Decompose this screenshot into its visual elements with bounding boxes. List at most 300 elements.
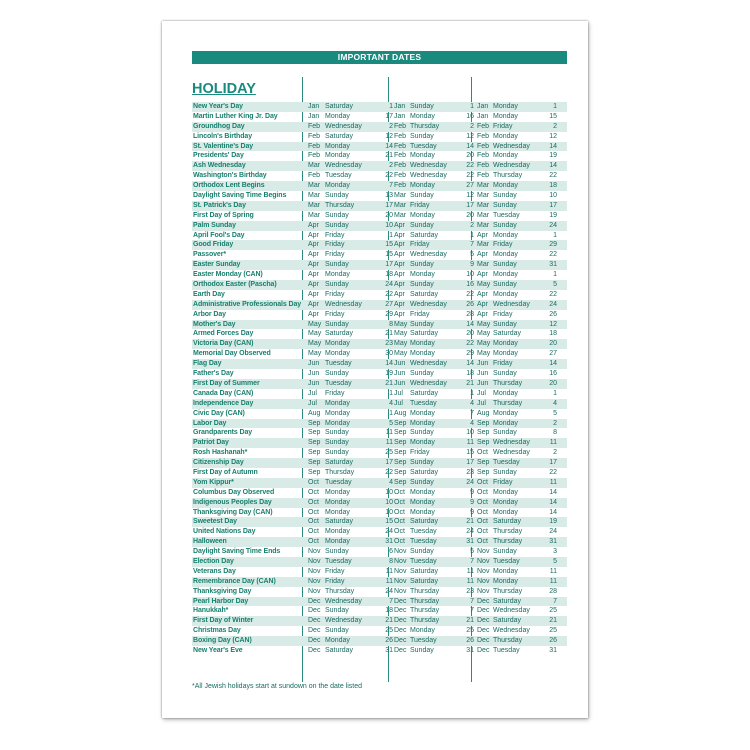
holiday-weekday: Sunday bbox=[325, 261, 349, 269]
holiday-date: 2 bbox=[553, 122, 557, 130]
holiday-month: Oct bbox=[477, 449, 488, 457]
holiday-month: Apr bbox=[308, 300, 319, 308]
holiday-row bbox=[192, 310, 567, 320]
holiday-month: Apr bbox=[394, 261, 405, 269]
holiday-weekday: Sunday bbox=[410, 370, 434, 378]
holiday-month: Nov bbox=[308, 567, 321, 575]
holiday-weekday: Monday bbox=[493, 340, 518, 348]
holiday-date: 17 bbox=[385, 459, 393, 467]
holiday-weekday: Tuesday bbox=[410, 399, 437, 407]
holiday-month: Mar bbox=[394, 201, 407, 209]
holiday-weekday: Thursday bbox=[410, 607, 440, 615]
holiday-name: Easter Sunday bbox=[193, 261, 241, 269]
holiday-weekday: Monday bbox=[493, 567, 518, 575]
holiday-month: Feb bbox=[394, 162, 407, 170]
holiday-date: 24 bbox=[466, 528, 474, 536]
holiday-date: 8 bbox=[553, 429, 557, 437]
holiday-weekday: Sunday bbox=[410, 548, 434, 556]
holiday-weekday: Monday bbox=[493, 290, 518, 298]
holiday-month: Oct bbox=[308, 498, 319, 506]
holiday-month: Jan bbox=[477, 112, 489, 120]
holiday-month: Nov bbox=[477, 548, 490, 556]
holiday-month: May bbox=[308, 330, 322, 338]
holiday-date: 5 bbox=[553, 557, 557, 565]
holiday-row bbox=[192, 260, 567, 270]
holiday-name: Ash Wednesday bbox=[193, 162, 246, 170]
holiday-month: Jul bbox=[394, 399, 403, 407]
holiday-date: 5 bbox=[389, 419, 393, 427]
holiday-weekday: Friday bbox=[325, 310, 345, 318]
holiday-month: Feb bbox=[394, 152, 407, 160]
holiday-weekday: Friday bbox=[410, 449, 430, 457]
holiday-date: 29 bbox=[385, 310, 393, 318]
holiday-month: Feb bbox=[394, 142, 407, 150]
holiday-month: Feb bbox=[477, 162, 490, 170]
holiday-month: Apr bbox=[394, 271, 405, 279]
holiday-date: 11 bbox=[549, 478, 557, 486]
holiday-month: Oct bbox=[477, 478, 488, 486]
holiday-month: Dec bbox=[394, 627, 407, 635]
holiday-row bbox=[192, 557, 567, 567]
holiday-weekday: Saturday bbox=[325, 459, 354, 467]
holiday-date: 22 bbox=[549, 251, 557, 259]
holiday-name: Palm Sunday bbox=[193, 221, 236, 229]
holiday-row bbox=[192, 122, 567, 132]
holiday-weekday: Monday bbox=[493, 271, 518, 279]
holiday-date: 1 bbox=[553, 271, 557, 279]
holiday-weekday: Monday bbox=[493, 152, 518, 160]
holiday-weekday: Saturday bbox=[410, 577, 439, 585]
holiday-weekday: Friday bbox=[493, 310, 513, 318]
holiday-month: Nov bbox=[308, 548, 321, 556]
holiday-weekday: Thursday bbox=[325, 468, 355, 476]
holiday-month: Sep bbox=[477, 419, 490, 427]
holiday-date: 14 bbox=[385, 142, 393, 150]
holiday-name: Thanksgiving Day (CAN) bbox=[193, 508, 273, 516]
holiday-name: United Nations Day bbox=[193, 528, 256, 536]
holiday-month: Dec bbox=[308, 597, 321, 605]
holiday-month: Apr bbox=[477, 251, 488, 259]
holiday-weekday: Monday bbox=[325, 508, 350, 516]
holiday-weekday: Tuesday bbox=[325, 557, 352, 565]
holiday-weekday: Monday bbox=[325, 528, 350, 536]
holiday-weekday: Sunday bbox=[493, 548, 517, 556]
holiday-weekday: Tuesday bbox=[325, 379, 352, 387]
holiday-weekday: Monday bbox=[410, 350, 435, 358]
holiday-month: Dec bbox=[394, 617, 407, 625]
holiday-weekday: Monday bbox=[325, 271, 350, 279]
holiday-name: Hanukkah* bbox=[193, 607, 229, 615]
holiday-row bbox=[192, 221, 567, 231]
holiday-weekday: Wednesday bbox=[493, 439, 530, 447]
holiday-weekday: Monday bbox=[325, 488, 350, 496]
holiday-date: 22 bbox=[385, 468, 393, 476]
holiday-weekday: Monday bbox=[410, 419, 435, 427]
holiday-row bbox=[192, 250, 567, 260]
holiday-date: 15 bbox=[466, 449, 474, 457]
holiday-weekday: Thursday bbox=[493, 587, 523, 595]
holiday-date: 11 bbox=[385, 439, 393, 447]
holiday-weekday: Monday bbox=[410, 340, 435, 348]
holiday-row bbox=[192, 419, 567, 429]
holiday-name: Sweetest Day bbox=[193, 518, 237, 526]
holiday-date: 5 bbox=[470, 251, 474, 259]
holiday-date: 31 bbox=[549, 538, 557, 546]
holiday-name: Labor Day bbox=[193, 419, 227, 427]
holiday-month: Jun bbox=[308, 370, 320, 378]
holiday-weekday: Sunday bbox=[493, 192, 517, 200]
holiday-name: Victoria Day (CAN) bbox=[193, 340, 254, 348]
holiday-weekday: Sunday bbox=[493, 261, 517, 269]
holiday-weekday: Saturday bbox=[493, 330, 522, 338]
holiday-date: 1 bbox=[470, 389, 474, 397]
holiday-month: May bbox=[394, 350, 408, 358]
holiday-date: 10 bbox=[385, 508, 393, 516]
holiday-month: Jun bbox=[394, 360, 406, 368]
holiday-weekday: Tuesday bbox=[410, 557, 437, 565]
holiday-table bbox=[192, 102, 567, 656]
holiday-month: Oct bbox=[308, 488, 319, 496]
holiday-month: Feb bbox=[308, 122, 321, 130]
holiday-month: Nov bbox=[477, 557, 490, 565]
holiday-month: Oct bbox=[394, 518, 405, 526]
holiday-month: Apr bbox=[477, 300, 488, 308]
holiday-name: Arbor Day bbox=[193, 310, 226, 318]
holiday-month: May bbox=[477, 281, 491, 289]
holiday-month: Aug bbox=[477, 409, 490, 417]
holiday-date: 17 bbox=[466, 459, 474, 467]
holiday-weekday: Friday bbox=[325, 389, 345, 397]
holiday-row bbox=[192, 567, 567, 577]
holiday-month: Sep bbox=[477, 468, 490, 476]
holiday-date: 31 bbox=[385, 538, 393, 546]
holiday-date: 18 bbox=[385, 607, 393, 615]
holiday-date: 12 bbox=[466, 132, 474, 140]
holiday-date: 21 bbox=[466, 518, 474, 526]
holiday-month: Mar bbox=[394, 192, 407, 200]
holiday-date: 7 bbox=[470, 557, 474, 565]
holiday-date: 21 bbox=[385, 330, 393, 338]
holiday-row bbox=[192, 547, 567, 557]
holiday-date: 27 bbox=[466, 182, 474, 190]
holiday-weekday: Monday bbox=[410, 439, 435, 447]
holiday-month: Apr bbox=[308, 290, 319, 298]
holiday-date: 21 bbox=[385, 152, 393, 160]
holiday-date: 22 bbox=[385, 172, 393, 180]
important-dates-banner: IMPORTANT DATES bbox=[192, 51, 567, 64]
holiday-weekday: Sunday bbox=[325, 320, 349, 328]
holiday-month: May bbox=[308, 340, 322, 348]
holiday-month: Oct bbox=[394, 508, 405, 516]
holiday-date: 13 bbox=[385, 192, 393, 200]
holiday-date: 26 bbox=[385, 637, 393, 645]
holiday-date: 4 bbox=[389, 478, 393, 486]
holiday-weekday: Sunday bbox=[325, 449, 349, 457]
holiday-row bbox=[192, 329, 567, 339]
holiday-row bbox=[192, 211, 567, 221]
holiday-date: 22 bbox=[466, 340, 474, 348]
holiday-name: Administrative Professionals Day bbox=[193, 300, 302, 308]
holiday-date: 7 bbox=[389, 182, 393, 190]
holiday-date: 11 bbox=[466, 439, 474, 447]
holiday-month: Jun bbox=[394, 370, 406, 378]
holiday-date: 2 bbox=[553, 449, 557, 457]
holiday-name: Halloween bbox=[193, 538, 227, 546]
holiday-date: 16 bbox=[466, 281, 474, 289]
holiday-date: 11 bbox=[385, 429, 393, 437]
holiday-weekday: Sunday bbox=[410, 429, 434, 437]
holiday-weekday: Saturday bbox=[325, 518, 354, 526]
holiday-row bbox=[192, 181, 567, 191]
holiday-date: 19 bbox=[549, 211, 557, 219]
holiday-date: 19 bbox=[549, 152, 557, 160]
holiday-weekday: Thursday bbox=[410, 122, 440, 130]
holiday-month: Apr bbox=[308, 261, 319, 269]
holiday-weekday: Tuesday bbox=[493, 646, 520, 654]
holiday-weekday: Thursday bbox=[493, 637, 523, 645]
holiday-weekday: Wednesday bbox=[410, 251, 447, 259]
holiday-date: 17 bbox=[549, 201, 557, 209]
holiday-date: 25 bbox=[466, 627, 474, 635]
holiday-weekday: Sunday bbox=[325, 607, 349, 615]
holiday-date: 12 bbox=[549, 132, 557, 140]
holiday-month: Sep bbox=[477, 429, 490, 437]
holiday-weekday: Monday bbox=[410, 182, 435, 190]
holiday-month: Mar bbox=[308, 182, 321, 190]
holiday-month: Nov bbox=[477, 577, 490, 585]
holiday-month: Sep bbox=[394, 468, 407, 476]
holiday-weekday: Sunday bbox=[493, 221, 517, 229]
holiday-month: Apr bbox=[308, 310, 319, 318]
holiday-date: 25 bbox=[385, 449, 393, 457]
holiday-date: 23 bbox=[466, 587, 474, 595]
holiday-weekday: Tuesday bbox=[493, 557, 520, 565]
holiday-name: Rosh Hashanah* bbox=[193, 449, 248, 457]
holiday-month: Apr bbox=[394, 241, 405, 249]
holiday-weekday: Sunday bbox=[410, 459, 434, 467]
holiday-weekday: Wednesday bbox=[325, 162, 362, 170]
holiday-weekday: Monday bbox=[493, 409, 518, 417]
holiday-name: Daylight Saving Time Begins bbox=[193, 192, 287, 200]
holiday-date: 24 bbox=[385, 528, 393, 536]
holiday-date: 4 bbox=[553, 399, 557, 407]
holiday-date: 1 bbox=[470, 103, 474, 110]
holiday-date: 2 bbox=[389, 162, 393, 170]
holiday-weekday: Monday bbox=[410, 498, 435, 506]
holiday-weekday: Monday bbox=[493, 577, 518, 585]
holiday-date: 22 bbox=[549, 290, 557, 298]
holiday-row bbox=[192, 231, 567, 241]
holiday-weekday: Tuesday bbox=[410, 637, 437, 645]
holiday-weekday: Sunday bbox=[325, 281, 349, 289]
holiday-weekday: Saturday bbox=[493, 518, 522, 526]
holiday-month: May bbox=[308, 350, 322, 358]
holiday-month: Jun bbox=[477, 379, 489, 387]
holiday-weekday: Saturday bbox=[410, 468, 439, 476]
holiday-row bbox=[192, 626, 567, 636]
holiday-month: Mar bbox=[308, 192, 321, 200]
holiday-row bbox=[192, 636, 567, 646]
holiday-row bbox=[192, 438, 567, 448]
holiday-date: 7 bbox=[389, 597, 393, 605]
holiday-name: Yom Kippur* bbox=[193, 478, 234, 486]
holiday-month: Sep bbox=[394, 459, 407, 467]
holiday-month: Dec bbox=[394, 607, 407, 615]
holiday-weekday: Sunday bbox=[493, 370, 517, 378]
holiday-name: Flag Day bbox=[193, 360, 222, 368]
holiday-weekday: Monday bbox=[493, 498, 518, 506]
holiday-date: 27 bbox=[385, 300, 393, 308]
holiday-weekday: Monday bbox=[493, 508, 518, 516]
holiday-month: Jan bbox=[394, 103, 406, 110]
holiday-weekday: Saturday bbox=[325, 103, 354, 110]
holiday-month: Oct bbox=[394, 488, 405, 496]
holiday-date: 26 bbox=[466, 637, 474, 645]
holiday-date: 20 bbox=[466, 330, 474, 338]
holiday-month: Aug bbox=[308, 409, 321, 417]
holiday-month: Jul bbox=[394, 389, 403, 397]
holiday-month: Mar bbox=[477, 221, 490, 229]
holiday-date: 25 bbox=[385, 627, 393, 635]
holiday-date: 26 bbox=[549, 637, 557, 645]
holiday-row bbox=[192, 646, 567, 656]
holiday-date: 18 bbox=[549, 182, 557, 190]
holiday-weekday: Tuesday bbox=[410, 142, 437, 150]
holiday-name: Independence Day bbox=[193, 399, 254, 407]
holiday-month: Oct bbox=[308, 538, 319, 546]
holiday-date: 9 bbox=[470, 498, 474, 506]
holiday-month: Oct bbox=[394, 528, 405, 536]
holiday-date: 25 bbox=[549, 607, 557, 615]
holiday-month: Sep bbox=[477, 439, 490, 447]
holiday-weekday: Wednesday bbox=[493, 162, 530, 170]
holiday-date: 1 bbox=[470, 231, 474, 239]
holiday-date: 14 bbox=[549, 360, 557, 368]
holiday-row bbox=[192, 161, 567, 171]
holiday-weekday: Monday bbox=[493, 231, 518, 239]
holiday-row bbox=[192, 478, 567, 488]
holiday-date: 14 bbox=[549, 498, 557, 506]
holiday-weekday: Saturday bbox=[410, 567, 439, 575]
holiday-name: Civic Day (CAN) bbox=[193, 409, 245, 417]
holiday-date: 7 bbox=[553, 597, 557, 605]
holiday-month: Dec bbox=[394, 597, 407, 605]
holiday-name: Martin Luther King Jr. Day bbox=[193, 112, 278, 120]
holiday-weekday: Sunday bbox=[410, 646, 434, 654]
holiday-title: HOLIDAY bbox=[192, 81, 256, 97]
holiday-date: 14 bbox=[385, 360, 393, 368]
holiday-row bbox=[192, 517, 567, 527]
holiday-weekday: Wednesday bbox=[493, 300, 530, 308]
holiday-weekday: Sunday bbox=[325, 548, 349, 556]
holiday-date: 18 bbox=[549, 330, 557, 338]
holiday-date: 8 bbox=[389, 557, 393, 565]
holiday-row bbox=[192, 616, 567, 626]
holiday-name: New Year's Day bbox=[193, 103, 243, 110]
holiday-row bbox=[192, 409, 567, 419]
holiday-weekday: Saturday bbox=[325, 132, 354, 140]
holiday-date: 1 bbox=[389, 231, 393, 239]
holiday-date: 1 bbox=[389, 103, 393, 110]
holiday-name: First Day of Summer bbox=[193, 379, 260, 387]
holiday-weekday: Sunday bbox=[410, 221, 434, 229]
holiday-row bbox=[192, 151, 567, 161]
holiday-month: Mar bbox=[477, 182, 490, 190]
holiday-month: Apr bbox=[394, 290, 405, 298]
holiday-row bbox=[192, 280, 567, 290]
holiday-name: Daylight Saving Time Ends bbox=[193, 548, 281, 556]
holiday-month: Sep bbox=[394, 478, 407, 486]
holiday-weekday: Saturday bbox=[410, 389, 439, 397]
holiday-weekday: Thursday bbox=[493, 528, 523, 536]
holiday-weekday: Wednesday bbox=[325, 122, 362, 130]
holiday-row bbox=[192, 300, 567, 310]
holiday-weekday: Saturday bbox=[410, 330, 439, 338]
holiday-row bbox=[192, 339, 567, 349]
holiday-month: May bbox=[308, 320, 322, 328]
holiday-date: 7 bbox=[470, 241, 474, 249]
holiday-weekday: Sunday bbox=[410, 132, 434, 140]
holiday-weekday: Thursday bbox=[410, 597, 440, 605]
holiday-month: Mar bbox=[477, 211, 490, 219]
holiday-row bbox=[192, 597, 567, 607]
holiday-weekday: Saturday bbox=[493, 597, 522, 605]
holiday-month: Feb bbox=[477, 152, 490, 160]
holiday-weekday: Monday bbox=[493, 182, 518, 190]
holiday-date: 21 bbox=[466, 379, 474, 387]
holiday-row bbox=[192, 240, 567, 250]
holiday-month: Feb bbox=[394, 182, 407, 190]
holiday-date: 22 bbox=[466, 162, 474, 170]
holiday-weekday: Monday bbox=[325, 152, 350, 160]
holiday-date: 22 bbox=[549, 172, 557, 180]
holiday-weekday: Saturday bbox=[410, 231, 439, 239]
holiday-month: Mar bbox=[308, 162, 321, 170]
holiday-month: May bbox=[394, 320, 408, 328]
holiday-weekday: Monday bbox=[325, 399, 350, 407]
holiday-weekday: Wednesday bbox=[493, 142, 530, 150]
holiday-date: 27 bbox=[549, 350, 557, 358]
holiday-name: Groundhog Day bbox=[193, 122, 245, 130]
holiday-name: Columbus Day Observed bbox=[193, 488, 275, 496]
holiday-weekday: Sunday bbox=[325, 429, 349, 437]
holiday-row bbox=[192, 606, 567, 616]
holiday-weekday: Sunday bbox=[493, 468, 517, 476]
holiday-date: 10 bbox=[385, 498, 393, 506]
holiday-month: Dec bbox=[308, 637, 321, 645]
holiday-weekday: Tuesday bbox=[410, 538, 437, 546]
holiday-name: Indigenous Peoples Day bbox=[193, 498, 272, 506]
holiday-row bbox=[192, 468, 567, 478]
holiday-month: Aug bbox=[394, 409, 407, 417]
holiday-weekday: Sunday bbox=[325, 211, 349, 219]
holiday-date: 15 bbox=[385, 241, 393, 249]
holiday-month: Dec bbox=[477, 617, 490, 625]
holiday-name: Passover* bbox=[193, 251, 226, 259]
holiday-month: Oct bbox=[477, 538, 488, 546]
holiday-weekday: Friday bbox=[325, 231, 345, 239]
holiday-month: May bbox=[477, 330, 491, 338]
holiday-month: Sep bbox=[308, 419, 321, 427]
holiday-date: 2 bbox=[470, 122, 474, 130]
holiday-date: 31 bbox=[466, 538, 474, 546]
holiday-month: Sep bbox=[308, 429, 321, 437]
holiday-date: 20 bbox=[549, 379, 557, 387]
holiday-date: 4 bbox=[470, 419, 474, 427]
holiday-row bbox=[192, 448, 567, 458]
holiday-weekday: Monday bbox=[325, 340, 350, 348]
holiday-name: Washington's Birthday bbox=[193, 172, 267, 180]
